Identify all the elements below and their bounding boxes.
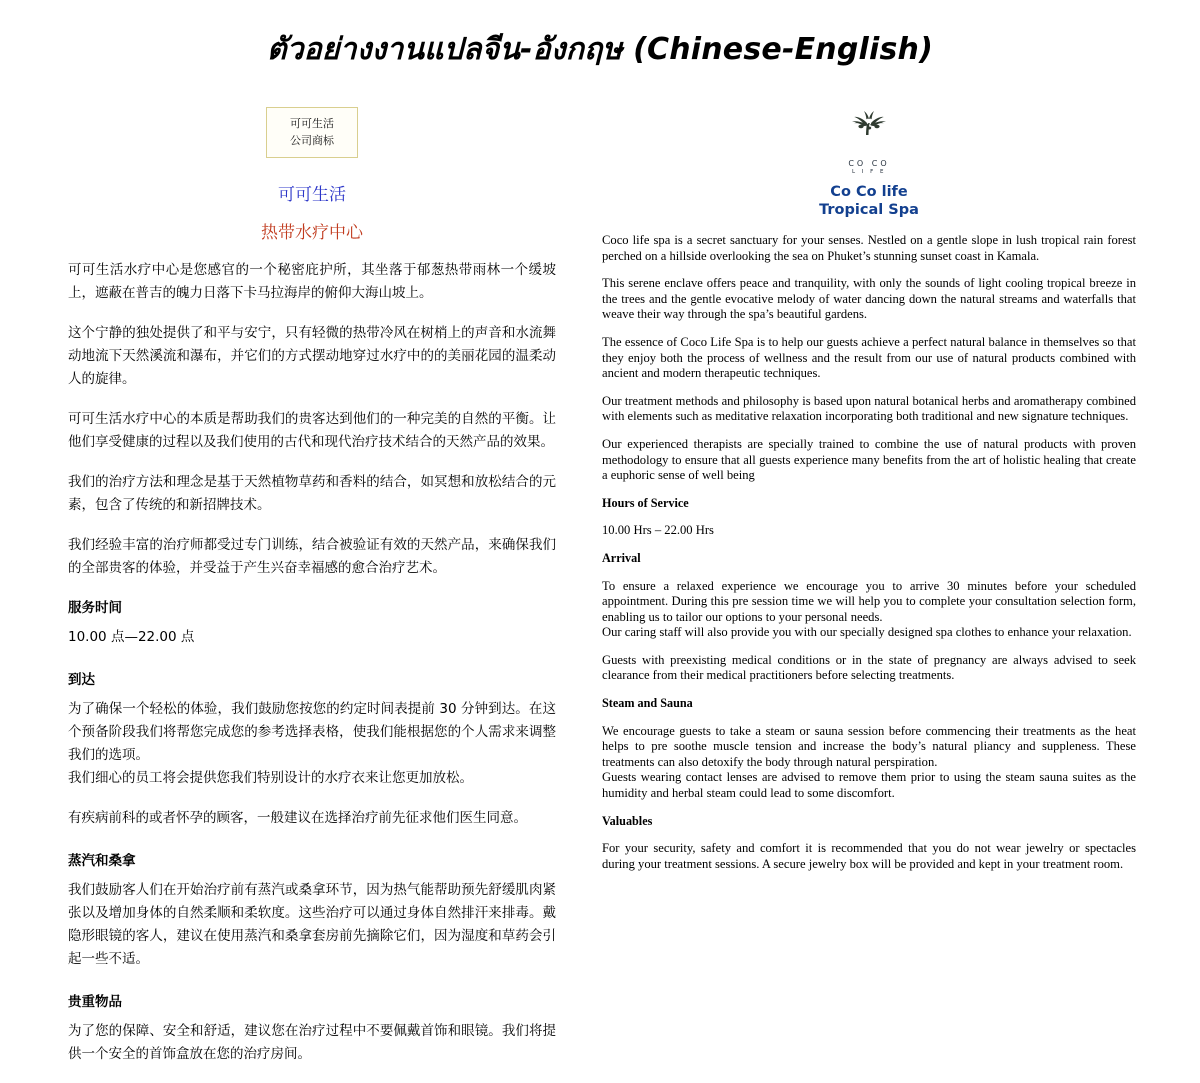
paragraph: Our caring staff will also provide you with our specially designed spa clothes to enhance your relaxation. — [602, 625, 1132, 640]
palm-tree-icon — [831, 109, 907, 157]
section-heading: Arrival — [602, 550, 641, 565]
two-column-layout — [0, 107, 1200, 1083]
logo-wordmark-sub: L I F E — [851, 169, 887, 175]
section-heading: Valuables — [602, 813, 653, 828]
logo-box-line2: 公司商标 — [290, 134, 334, 147]
section-heading: 贵重物品 — [68, 994, 122, 1010]
brand-line-1: Co Co life — [830, 184, 908, 200]
section-heading: 蒸汽和桑拿 — [68, 853, 136, 869]
paragraph: 可可生活水疗中心是您感官的一个秘密庇护所，其坐落于郁葱热带雨林一个缓坡上，遮蔽在普吉的魄力日落下卡马拉海岸的俯仰大海山坡上。 — [68, 262, 556, 301]
paragraph: 我们经验丰富的治疗师都受过专门训练，结合被验证有效的天然产品，来确保我们的全部贵客的体验，并受益于产生兴奋幸福感的愈合治疗艺术。 — [68, 537, 556, 576]
paragraph: 有疾病前科的或者怀孕的顾客，一般建议在选择治疗前先征求他们医生同意。 — [68, 810, 527, 826]
chinese-body-text — [68, 259, 556, 1066]
paragraph: This serene enclave offers peace and tranquility, with only the sounds of light cooling tropical breeze in the trees and the gentle evocative melody of water dancing down the natural streams and waterfalls that weave their way through the spa’s beautiful gardens. — [602, 276, 1136, 322]
paragraph: To ensure a relaxed experience we encourage you to arrive 30 minutes before your scheduled appointment. During this pre session time we will help you to complete your consultation selection form, enabling us to tailor our options to your personal needs. — [602, 578, 1136, 624]
paragraph: For your security, safety and comfort it is recommended that you do not wear jewelry or spectacles during your treatment sessions. A secure jewelry box will be provided and kept in your treatment room. — [602, 841, 1136, 871]
paragraph: 我们细心的员工将会提供您我们特别设计的水疗衣来让您更加放松。 — [68, 770, 473, 786]
logo-box-line1: 可可生活 — [290, 117, 334, 130]
paragraph: 为了您的保障、安全和舒适，建议您在治疗过程中不要佩戴首饰和眼镜。我们将提供一个安全的首饰盒放在您的治疗房间。 — [68, 1023, 556, 1062]
section-heading: Steam and Sauna — [602, 696, 693, 711]
paragraph: 我们鼓励客人们在开始治疗前有蒸汽或桑拿环节，因为热气能帮助预先舒缓肌肉紧张以及增加身体的自然柔顺和柔软度。这些治疗可以通过身体自然排汗来排毒。戴隐形眼镜的客人，建议在使用蒸汽和桑拿套房前先摘除它们，因为湿度和草药会引起一些不适。 — [68, 882, 556, 967]
brand-line-2: Tropical Spa — [819, 202, 919, 218]
paragraph: Guests wearing contact lenses are advised to remove them prior to using the steam sauna suites as the humidity and herbal steam could lead to some discomfort. — [602, 770, 1136, 801]
paragraph: Guests with preexisting medical conditions or in the state of pregnancy are always advised to seek clearance from their medical practitioners before selecting treatments. — [602, 652, 1136, 683]
logo-wordmark: CO CO — [848, 159, 890, 168]
english-body-text — [602, 233, 1136, 872]
paragraph: Coco life spa is a secret sanctuary for your senses. Nestled on a gentle slope in lush tropical rain forest perched on a hillside overlooking the sea on Phuket’s stunning sunset coast in Kamala. — [602, 233, 1136, 263]
paragraph: Our experienced therapists are specially trained to combine the use of natural products with proven methodology to ensure that all guests experience many benefits from the art of holistic healing that create a euphoric sense of well being — [602, 436, 1136, 483]
english-column — [576, 107, 1136, 1083]
section-heading: 服务时间 — [68, 600, 122, 616]
paragraph: 我们的治疗方法和理念是基于天然植物草药和香料的结合，如冥想和放松结合的元素，包含了传统的和新招牌技术。 — [68, 474, 556, 513]
spa-logo — [602, 109, 1136, 175]
paragraph: Our treatment methods and philosophy is based upon natural botanical herbs and aromatherapy combined with elements such as meditative relaxation incorporating both traditional and new signature techniques. — [602, 393, 1136, 424]
paragraph: The essence of Coco Life Spa is to help our guests achieve a perfect natural balance in themselves so that they enjoy both the process of wellness and the result from our use of natural products combined with ancient and modern therapeutic techniques. — [602, 334, 1136, 381]
paragraph: 10.00 点—22.00 点 — [68, 629, 195, 645]
page-title: ตัวอย่างงานแปลจีน-อังกฤษ (Chinese-English) — [266, 32, 934, 67]
brand-subtitle-chinese: 热带水疗中心 — [261, 223, 363, 243]
paragraph: We encourage guests to take a steam or sauna session before commencing their treatments as the heat helps to pre soothe muscle tension and increase the body’s natural pliancy and suppleness. These treatments can also detoxify the body through natural perspiration. — [602, 723, 1136, 769]
paragraph: 可可生活水疗中心的本质是帮助我们的贵客达到他们的一种完美的自然的平衡。让他们享受健康的过程以及我们使用的古代和现代治疗技术结合的天然产品的效果。 — [68, 411, 556, 450]
paragraph: 10.00 Hrs – 22.00 Hrs — [602, 523, 714, 538]
brand-name-chinese: 可可生活 — [278, 185, 346, 205]
paragraph: 为了确保一个轻松的体验，我们鼓励您按您的约定时间表提前 30 分钟到达。在这个预备阶段我们将帮您完成您的参考选择表格，使我们能根据您的个人需求来调整我们的选项。 — [68, 701, 556, 763]
section-heading: Hours of Service — [602, 495, 689, 510]
chinese-column — [68, 107, 576, 1083]
section-heading: 到达 — [68, 672, 95, 688]
paragraph: 这个宁静的独处提供了和平与安宁，只有轻微的热带冷风在树梢上的声音和水流舞动地流下天然溪流和瀑布，并它们的方式摆动地穿过水疗中的的美丽花园的温柔动人的旋律。 — [68, 325, 556, 387]
company-logo-box — [266, 107, 358, 158]
brand-name-english — [602, 183, 1136, 219]
